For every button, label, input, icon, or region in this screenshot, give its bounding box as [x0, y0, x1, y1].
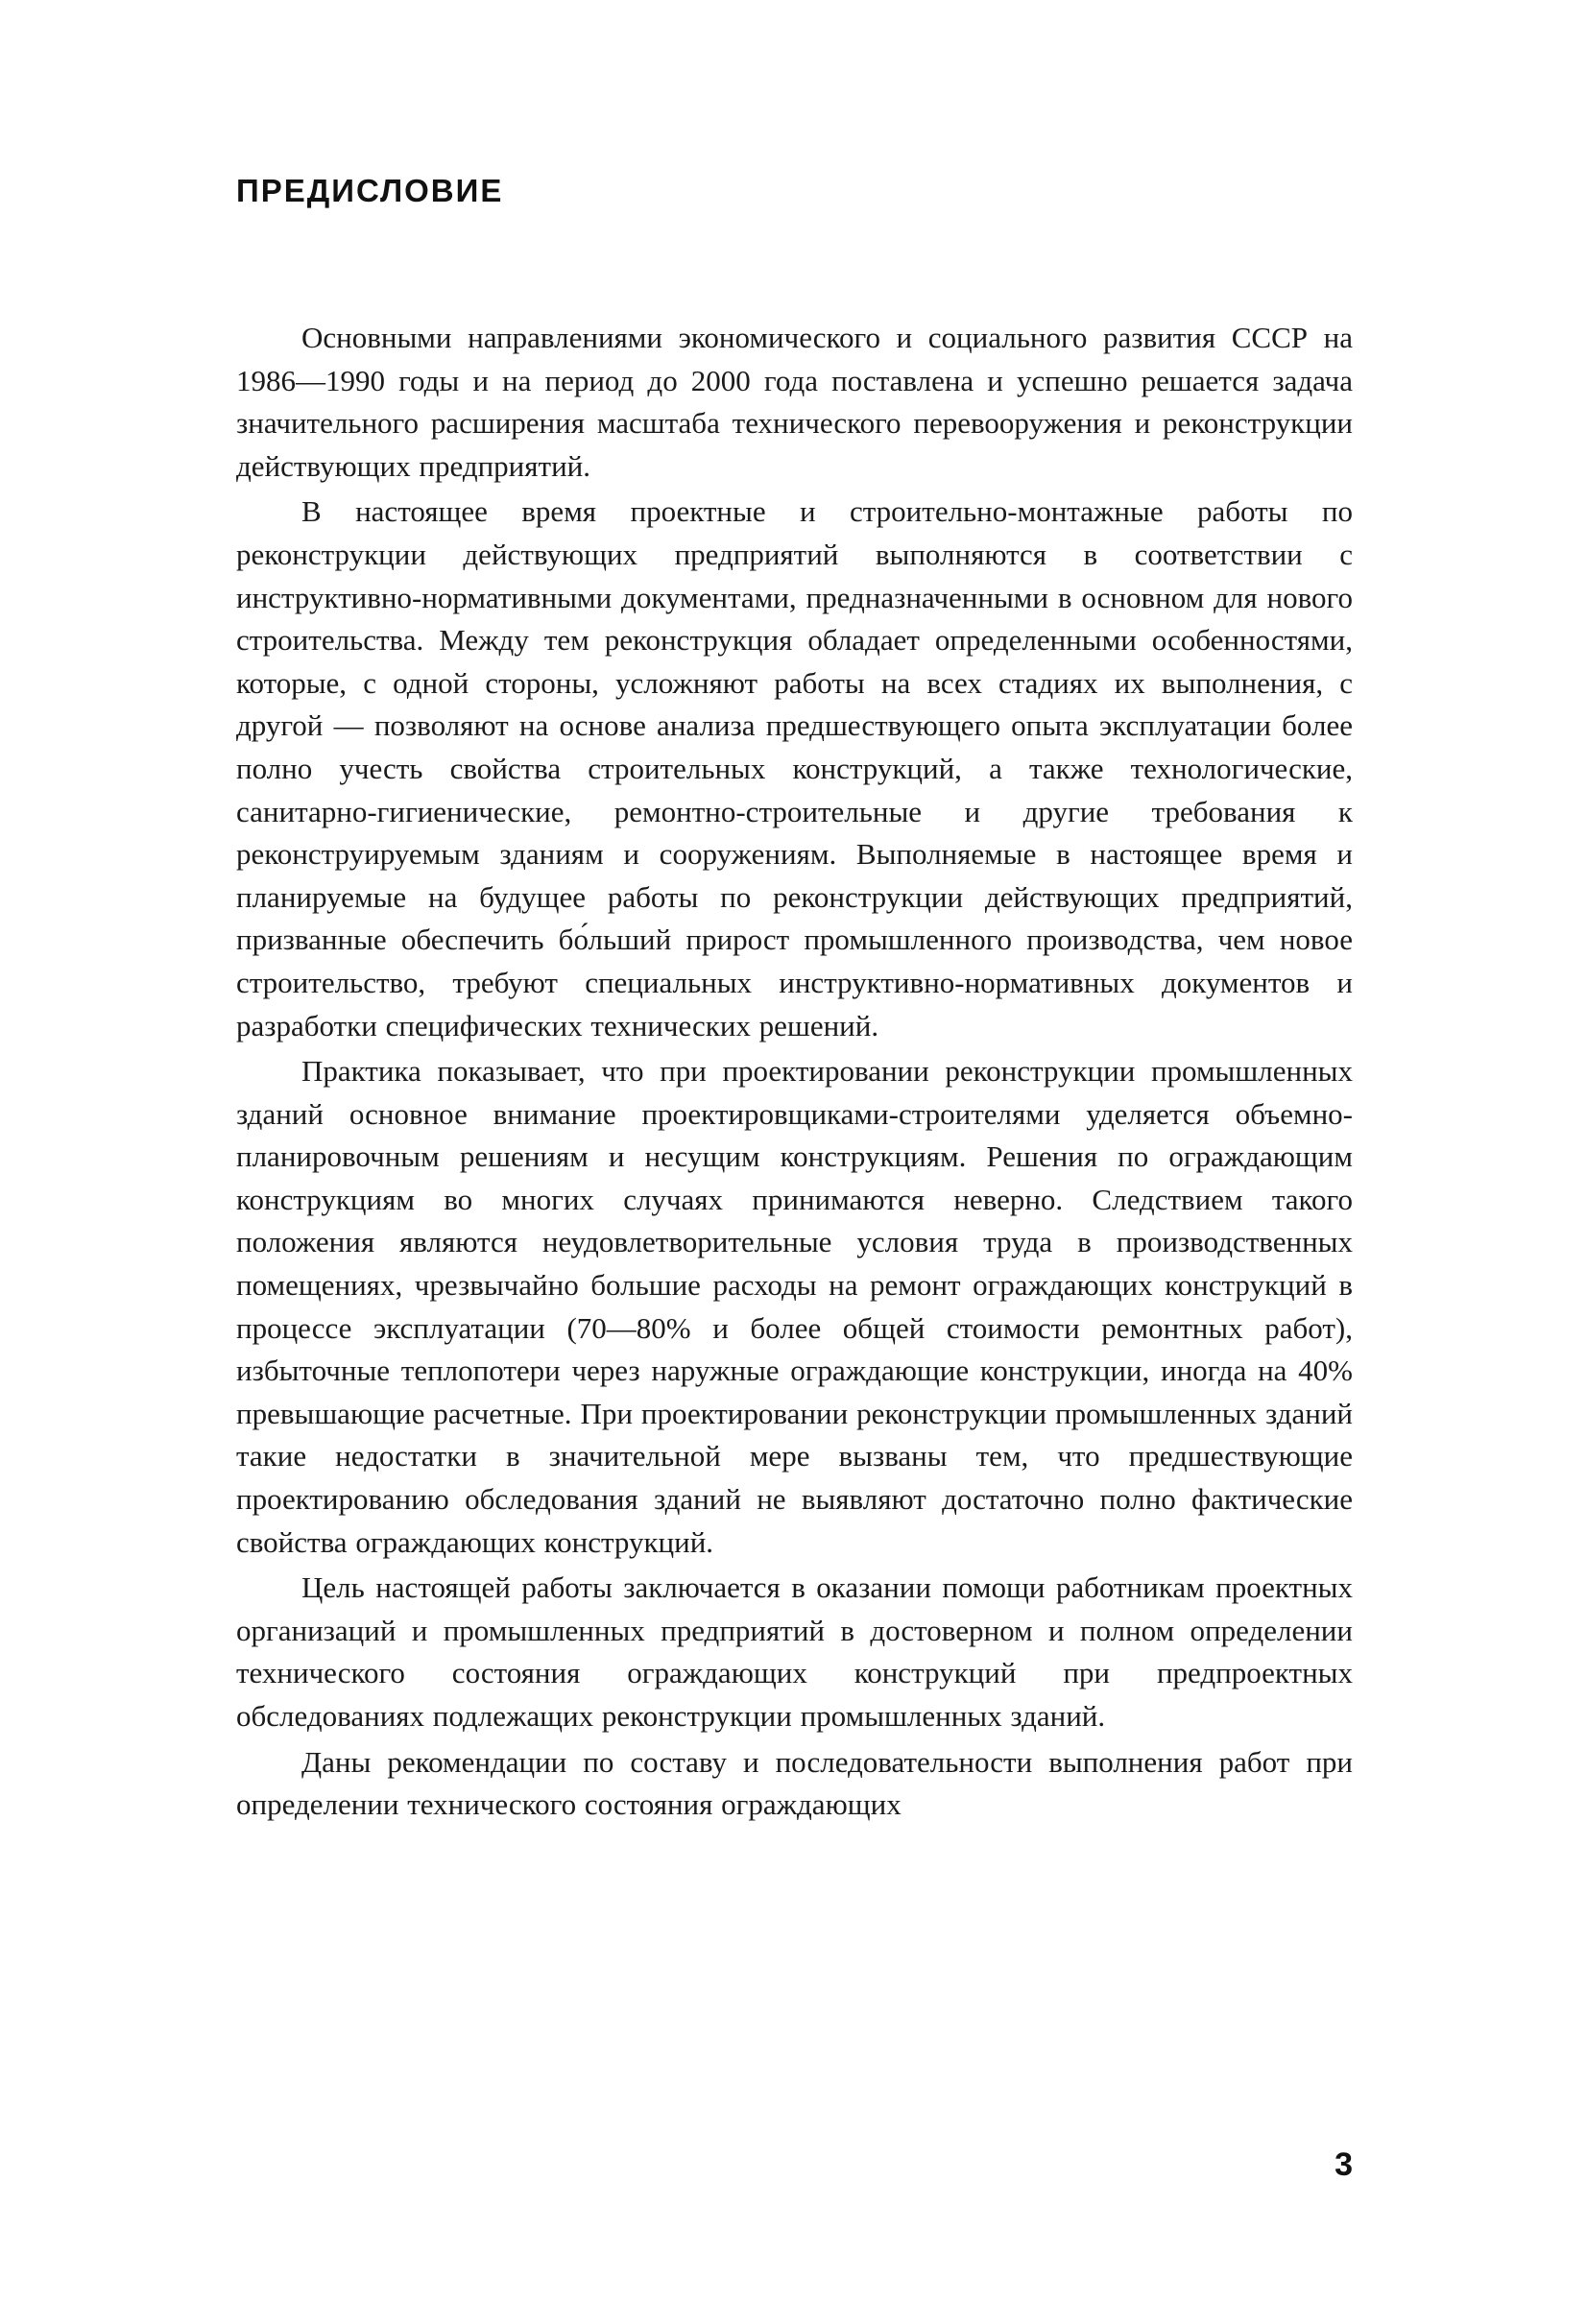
paragraph-2: В настоящее время проектные и строительно-монтажные работы по реконструкции действующих предприятий выполняются в соответствии с инструктивно-нормативными документами, предназначенными в основном для нового строительства. Между тем реконструкция обладает определенными особенностями, которые, с одной стороны, усложняют работы на всех стадиях их выполнения, с другой — позволяют на основе анализа предшествующего опыта эксплуатации более полно учесть свойства строительных конструкций, а также технологические, санитарно-гигиенические, ремонтно-строительные и другие требования к реконструируемым зданиям и сооружениям. Выполняемые в настоящее время и планируемые на будущее работы по реконструкции действующих предприятий, призванные обеспечить бо́льший прирост промышленного производства, чем новое строительство, требуют специальных инструктивно-нормативных документов и разработки специфических технических решений.	[236, 494, 1353, 1042]
paragraph-3: Практика показывает, что при проектировании реконструкции промышленных зданий основное внимание проектировщиками-строителями уделяется объемно-планировочным решениям и несущим конструкциям. Решения по ограждающим конструкциям во многих случаях принимаются неверно. Следствием такого положения являются неудовлетворительные условия труда в производственных помещениях, чрезвычайно большие расходы на ремонт ограждающих конструкций в процессе эксплуатации (70—80% и более общей стоимости ремонтных работ), избыточные теплопотери через наружные ограждающие конструкции, иногда на 40% превышающие расчетные. При проектировании реконструкции промышленных зданий такие недостатки в значительной мере вызваны тем, что предшествующие проектированию обследования зданий не выявляют достаточно полно фактические свойства ограждающих конструкций.	[236, 1054, 1353, 1559]
page-title: ПРЕДИСЛОВИЕ	[236, 173, 504, 208]
body-text	[236, 317, 1353, 1830]
paragraph-5: Даны рекомендации по составу и последовательности выполнения работ при определении технического состояния ограждающих	[236, 1744, 1353, 1822]
paragraph-1: Основными направлениями экономического и социального развития СССР на 1986—1990 годы и на период до 2000 года поставлена и успешно решается задача значительного расширения масштаба технического перевооружения и реконструкции действующих предприятий.	[236, 321, 1353, 483]
paragraph-4: Цель настоящей работы заключается в оказании помощи работникам проектных организаций и промышленных предприятий в достоверном и полном определении технического состояния ограждающих конструкций при предпроектных обследованиях подлежащих реконструкции промышленных зданий.	[236, 1570, 1353, 1733]
page-number: 3	[1335, 2146, 1353, 2183]
